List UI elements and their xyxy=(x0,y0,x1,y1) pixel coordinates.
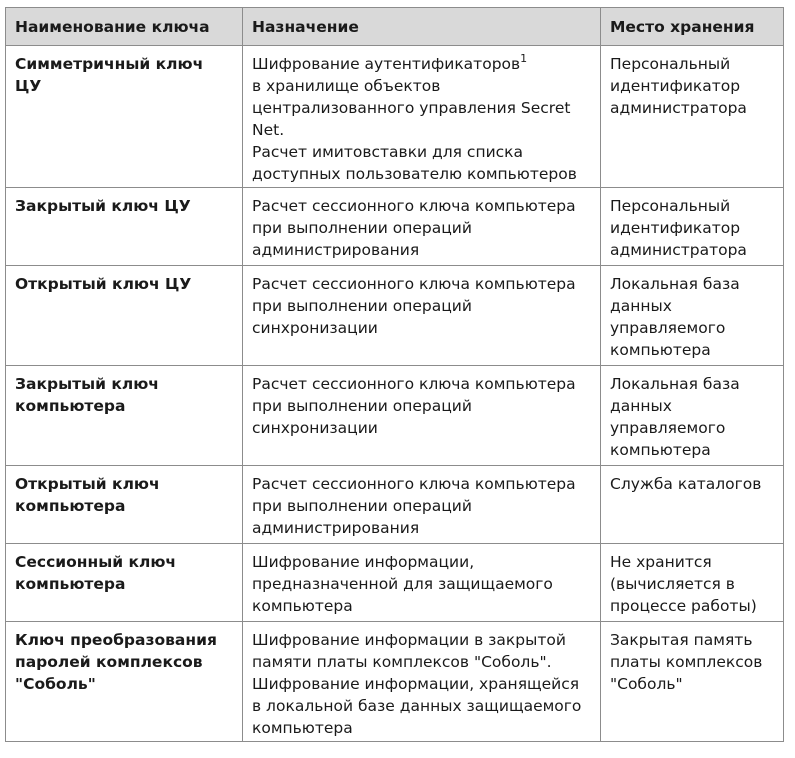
purpose-cell xyxy=(243,622,601,742)
header-storage: Место хранения xyxy=(601,8,784,46)
key-name-cell: Открытый ключ ЦУ xyxy=(6,266,243,366)
table-row xyxy=(6,266,784,366)
keys-table xyxy=(5,7,784,742)
purpose-text: Шифрование аутентификаторов xyxy=(252,55,521,73)
purpose-line: в хранилище объектов централизованного управления Secret Net. xyxy=(252,77,571,139)
storage-cell: Не хранится (вычисляется в процессе работы) xyxy=(601,544,784,622)
purpose-cell: Расчет сессионного ключа компьютера при выполнении операций синхронизации xyxy=(243,366,601,466)
storage-cell: Служба каталогов xyxy=(601,466,784,544)
purpose-cell: Шифрование информации, предназначенной для защищаемого компьютера xyxy=(243,544,601,622)
key-name-cell: Открытый ключ компьютера xyxy=(6,466,243,544)
footnote-marker: 1 xyxy=(520,52,528,65)
purpose-line: Шифрование информации, хранящейся в локальной базе данных защищаемого компьютера xyxy=(252,675,582,737)
header-key-name: Наименование ключа xyxy=(6,8,243,46)
header-purpose: Назначение xyxy=(243,8,601,46)
storage-cell: Персональный идентификатор администратора xyxy=(601,46,784,188)
table-row xyxy=(6,544,784,622)
key-name-cell: Ключ преобразования паролей комплексов "Соболь" xyxy=(6,622,243,742)
purpose-cell: Расчет сессионного ключа компьютера при выполнении операций администрирования xyxy=(243,188,601,266)
table-row xyxy=(6,188,784,266)
key-name-cell: Сессионный ключ компьютера xyxy=(6,544,243,622)
key-name-cell: Симметричный ключ ЦУ xyxy=(6,46,243,188)
table-row xyxy=(6,622,784,742)
table-row xyxy=(6,366,784,466)
purpose-line xyxy=(252,53,591,75)
table-header-row xyxy=(6,8,784,46)
table-row xyxy=(6,466,784,544)
storage-cell: Локальная база данных управляемого компьютера xyxy=(601,266,784,366)
storage-cell: Закрытая память платы комплексов "Соболь" xyxy=(601,622,784,742)
purpose-line: Расчет имитовставки для списка доступных пользователю компьютеров xyxy=(252,143,577,183)
purpose-cell xyxy=(243,46,601,188)
purpose-cell: Расчет сессионного ключа компьютера при выполнении операций синхронизации xyxy=(243,266,601,366)
purpose-line: Шифрование информации в закрытой памяти платы комплексов "Соболь". xyxy=(252,631,566,671)
purpose-cell: Расчет сессионного ключа компьютера при выполнении операций администрирования xyxy=(243,466,601,544)
table-row xyxy=(6,46,784,188)
storage-cell: Персональный идентификатор администратора xyxy=(601,188,784,266)
key-name-cell: Закрытый ключ ЦУ xyxy=(6,188,243,266)
storage-cell: Локальная база данных управляемого компьютера xyxy=(601,366,784,466)
key-name-cell: Закрытый ключ компьютера xyxy=(6,366,243,466)
